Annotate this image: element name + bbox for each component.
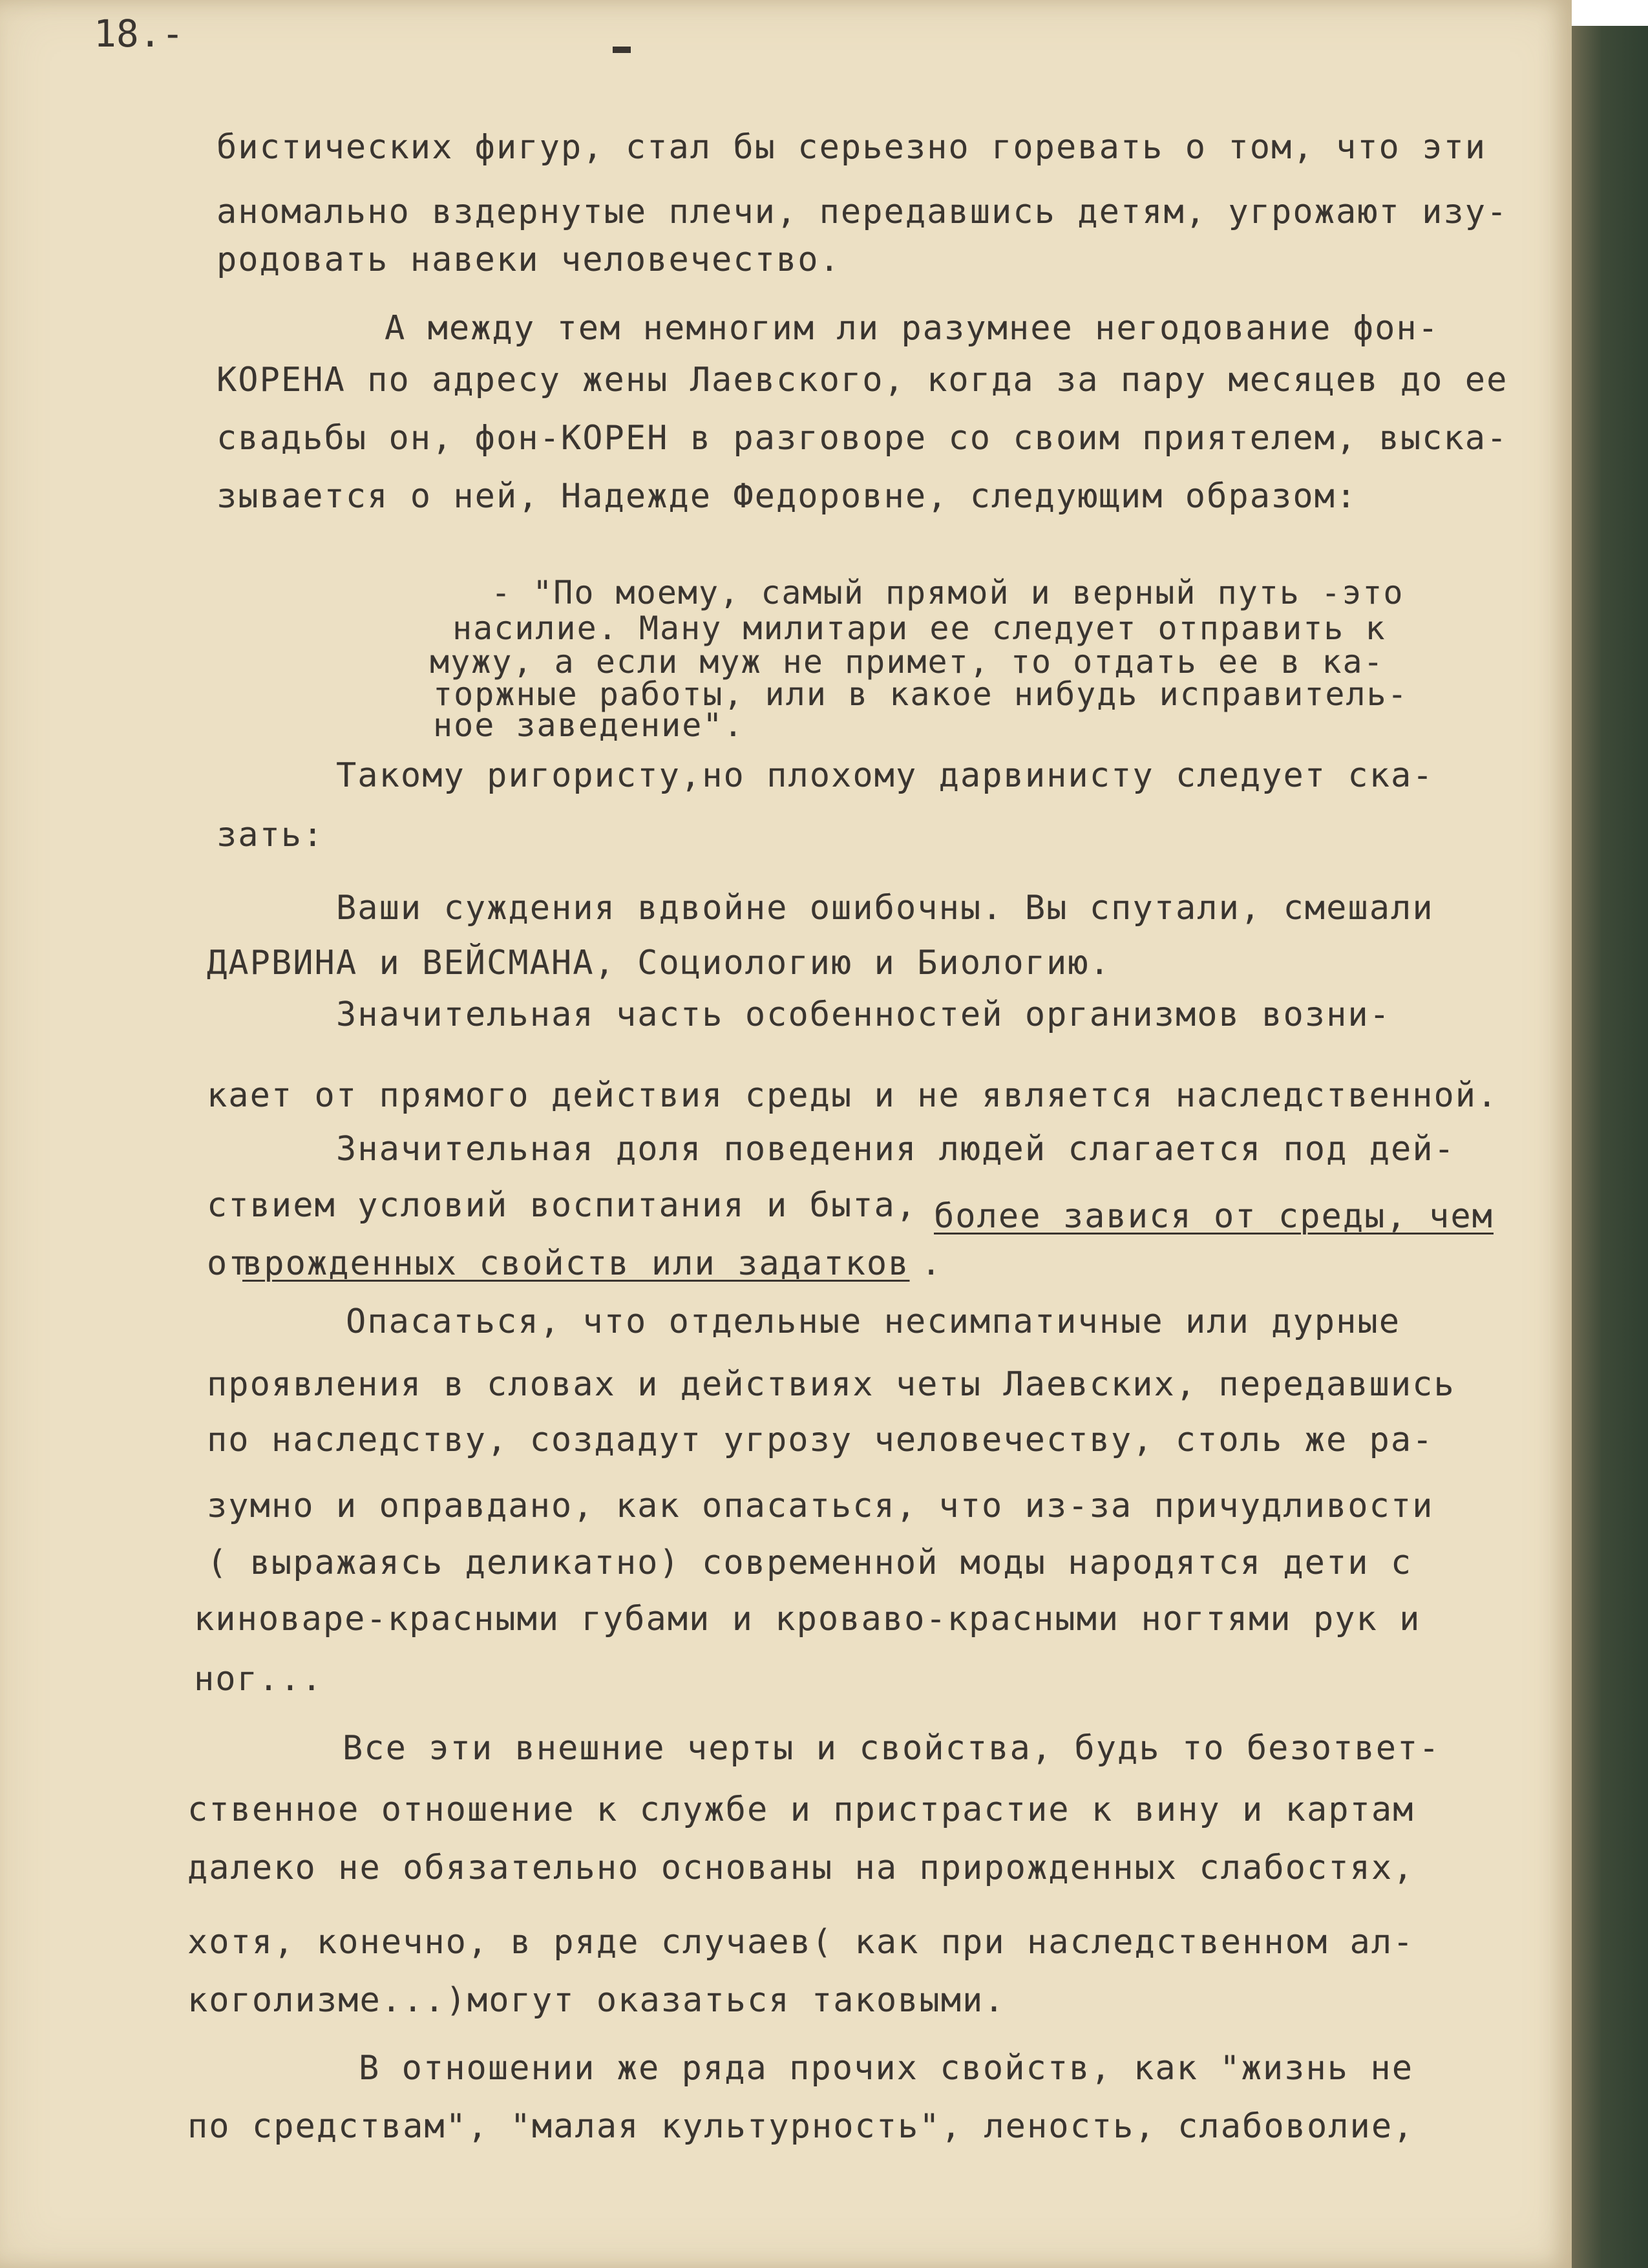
quote-line: торжные работы, или в какое нибудь исправитель-	[433, 675, 1408, 713]
quote-line: мужу, а если муж не примет, то отдать ее в ка-	[430, 643, 1384, 681]
text-line: ственное отношение к службе и пристрастие к вину и картам	[187, 1790, 1415, 1829]
text-line: .	[921, 1244, 943, 1283]
text-line: ног...	[194, 1660, 323, 1699]
text-line: от	[207, 1244, 250, 1283]
underlined-phrase: врожденных свойств или задатков	[242, 1244, 910, 1283]
text-line: по наследству, создадут угрозу человечеству, столь же ра-	[207, 1421, 1434, 1459]
page-number: 18.-	[94, 12, 184, 56]
text-line: А между тем немногим ли разумнее негодование фон-	[385, 309, 1440, 348]
text-line: по средствам", "малая культурность", леность, слабоволие,	[187, 2107, 1415, 2146]
quote-line: насилие. Ману милитари ее следует отправить к	[452, 609, 1386, 647]
text-line: Значительная часть особенностей организмов возни-	[336, 995, 1391, 1034]
quote-line: ное заведение".	[433, 706, 745, 744]
text-line: ствием условий воспитания и быта,	[207, 1186, 918, 1225]
text-line: коголизме...)могут оказаться таковыми.	[187, 1981, 1006, 2020]
text-line: Значительная доля поведения людей слагается под дей-	[336, 1130, 1455, 1169]
text-line: киноваре-красными губами и кроваво-красными ногтями рук и	[194, 1600, 1421, 1638]
text-line: свадьбы он, фон-КОРЕН в разговоре со своим приятелем, выска-	[217, 419, 1508, 458]
text-line: аномально вздернутые плечи, передавшись детям, угрожают изу-	[217, 193, 1508, 231]
text-line: ДАРВИНА и ВЕЙСМАНА, Социологию и Биологию.	[207, 944, 1111, 982]
text-line: ( выражаясь деликатно) современной моды народятся дети с	[207, 1543, 1413, 1582]
text-line: зумно и оправдано, как опасаться, что из-за причудливости	[207, 1487, 1434, 1525]
text-line: кает от прямого действия среды и не является наследственной.	[207, 1076, 1499, 1115]
text-line: Такому ригористу,но плохому дарвинисту следует ска-	[336, 756, 1434, 795]
text-line: проявления в словах и действиях четы Лаевских, передавшись	[207, 1365, 1455, 1404]
page-edge-background	[1572, 0, 1648, 2268]
text-line: зать:	[217, 816, 324, 854]
text-line: КОРЕНА по адресу жены Лаевского, когда за пару месяцев до ее	[217, 361, 1508, 399]
corner-highlight	[1572, 0, 1648, 26]
underlined-phrase: более завися от среды, чем	[934, 1197, 1494, 1236]
text-line: зывается о ней, Надежде Федоровне, следующим образом:	[217, 477, 1358, 516]
text-line: далеко не обязательно основаны на прирожденных слабостях,	[187, 1849, 1415, 1887]
quote-line: - "По моему, самый прямой и верный путь -это	[491, 574, 1404, 611]
text-line: хотя, конечно, в ряде случаев( как при наследственном ал-	[187, 1923, 1415, 1962]
header-dash	[613, 47, 631, 53]
text-line: Ваши суждения вдвойне ошибочны. Вы спутали, смешали	[336, 889, 1434, 927]
text-line: родовать навеки человечество.	[217, 240, 841, 279]
text-line: Все эти внешние черты и свойства, будь то безответ-	[343, 1729, 1441, 1768]
text-line: бистических фигур, стал бы серьезно горевать о том, что эти	[217, 128, 1487, 167]
text-line: В отношении же ряда прочих свойств, как "жизнь не	[359, 2049, 1414, 2088]
text-line: Опасаться, что отдельные несимпатичные или дурные	[346, 1302, 1401, 1341]
